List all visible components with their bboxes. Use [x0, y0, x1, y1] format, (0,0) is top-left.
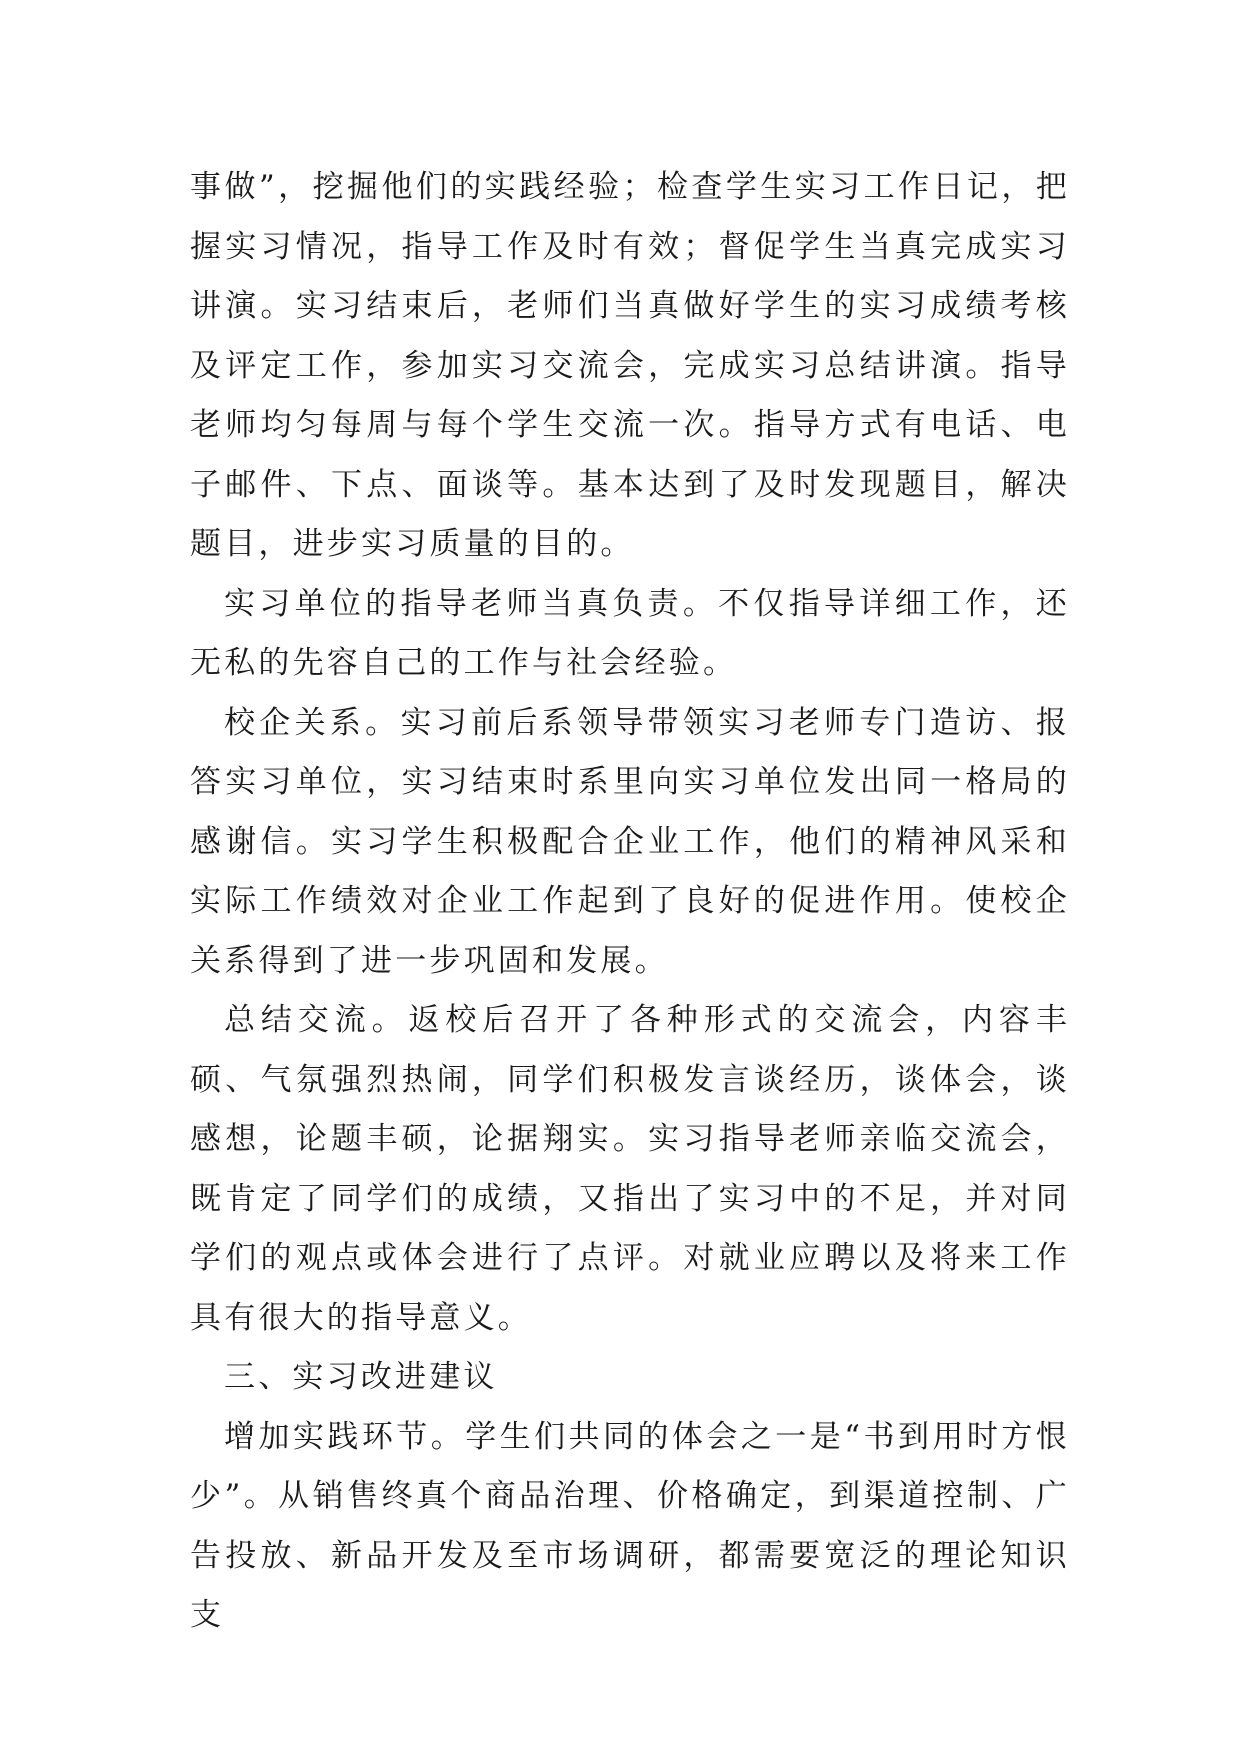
paragraph-summary-exchange: 总结交流。返校后召开了各种形式的交流会，内容丰硕、气氛强烈热闹，同学们积极发言谈经历，谈体会，谈感想，论题丰硕，论据翔实。实习指导老师亲临交流会，既肯定了同学们的成绩，又指出了实习中的不足，并对同学们的观点或体会进行了点评。对就业应聘以及将来工作具有很大的指导意义。: [190, 1002, 1070, 1336]
paragraph-continuation: 事做”，挖掘他们的实践经验；检查学生实习工作日记，把握实习情况，指导工作及时有效；督促学生当真完成实习讲演。实习结束后，老师们当真做好学生的实习成绩考核及评定工作，参加实习交流会，完成实习总结讲演。指导老师均匀每周与每个学生交流一次。指导方式有电话、电子邮件、下点、面谈等。基本达到了及时发现题目，解决题目，进步实习质量的目的。: [190, 169, 1070, 562]
paragraph-school-enterprise-relations: 校企关系。实习前后系领导带领实习老师专门造访、报答实习单位，实习结束时系里向实习单位发出同一格局的感谢信。实习学生积极配合企业工作，他们的精神风采和实际工作绩效对企业工作起到了良好的促进作用。使校企关系得到了进一步巩固和发展。: [190, 704, 1070, 979]
paragraph-unit-advisors: 实习单位的指导老师当真负责。不仅指导详细工作，还无私的先容自己的工作与社会经验。: [190, 585, 1070, 681]
paragraph-increase-practice: 增加实践环节。学生们共同的体会之一是“书到用时方恨少”。从销售终真个商品治理、价格确定，到渠道控制、广告投放、新品开发及至市场调研，都需要宽泛的理论知识支: [190, 1418, 1070, 1633]
document-body: [190, 158, 1070, 1646]
section-heading-improvement-suggestions: 三、实习改进建议: [224, 1359, 498, 1395]
